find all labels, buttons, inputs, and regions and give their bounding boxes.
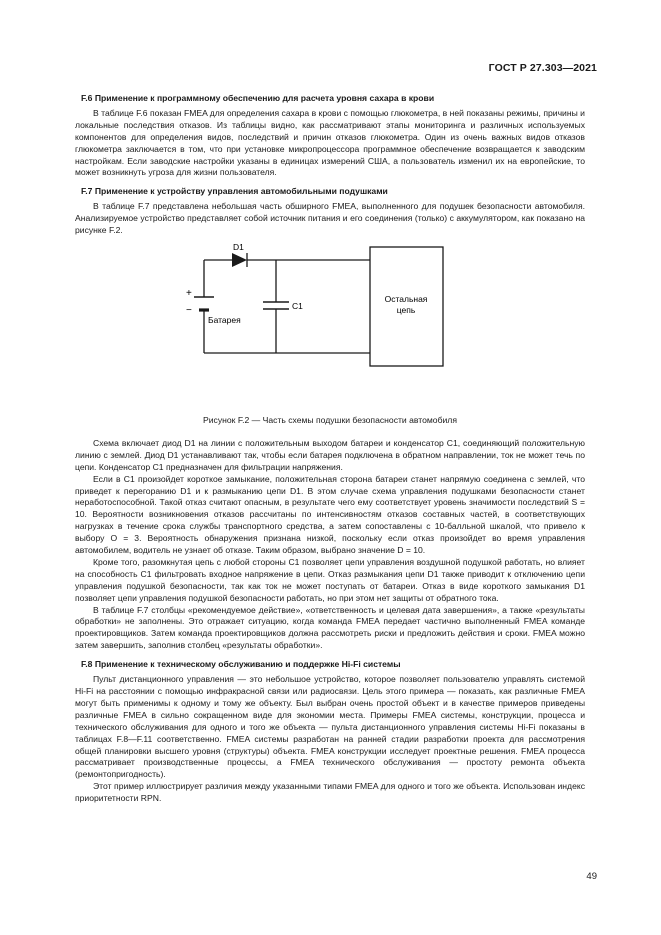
paragraph-f7-4: Кроме того, разомкнутая цепь с любой стороны C1 позволяет цепи управления воздушной подушкой работать, но влияет на способность C1 фильтровать входное напряжение в цепи. Отказ размыкания цепи D1 также приводит к отключению цепи управления подушкой безопасности, так как ток не может поступать от батареи. Отказ в виде короткого замыкания D1 позволяет цепи управления подушкой безопасности работать, но при этом нет защиты от обратного тока. (75, 556, 585, 603)
label-plus: + (186, 287, 192, 299)
page-number: 49 (586, 871, 597, 882)
paragraph-f7-2: Схема включает диод D1 на линии с положительным выходом батареи и конденсатор C1, соединяющий положительную линию с землей. Диод D1 устанавливают так, чтобы если батарея подключена в обратном направлении, ток не может течь по цепи. Конденсатор C1 предназначен для фильтрации напряжения. (75, 437, 585, 472)
label-rest-line1: Остальная (384, 293, 428, 304)
heading-f6: F.6 Применение к программному обеспечению для расчета уровня сахара в крови (81, 93, 435, 103)
paragraph-f8-2: Этот пример иллюстрирует различия между указанными типами FMEA для одного и того же объекта. Использован индекс приоритетности RPN. (75, 781, 585, 804)
paragraph-f8-1: Пульт дистанционного управления — это небольшое устройство, которое позволяет пользователю управлять системой Hi-Fi на расстоянии с помощью инфракрасной связи или радиосвязи. Цель этого примера — показать, как различные FMEA могут быть применимы к одному и тому же объекту. Был выбран очень простой объект и в качестве примеров приведены различные FMEA в сильно сокращенном виде для экономии места. Примеры FMEA системы, конструкции, процесса и технического обслуживания для одного и того же объекта — пульта дистанционного управления системы Hi-Fi показаны в таблицах F.8—F.11 соответственно. FMEA системы разработан на ранней стадии разработки проекта для рассмотрения общей планировки высшего уровня (структуры) объекта. FMEA конструкции исследует проектные решения. FMEA процесса рассматривает производственные процессы, а FMEA технического обслуживания — простоту ремонта объекта (ремонтопригодность). (75, 674, 585, 780)
circuit-figure (75, 243, 585, 415)
paragraph-f7-5: В таблице F.7 столбцы «рекомендуемое действие», «ответственность и целевая дата завершения», а также «результаты обработки» не заполнены. Это отражает ситуацию, когда команда FMEA передает частично выполненный FMEA команде проектировщиков. Затем команда проектировщиков должна рассмотреть риски и предложить действия и сроки. FMEA можно затем завершить, заполнив столбец «результаты обработки». (75, 604, 585, 651)
label-battery: Батарея (208, 314, 241, 325)
page-content (75, 93, 585, 805)
paragraph-f6-1: В таблице F.6 показан FMEA для определения сахара в крови с помощью глюкометра, в ней показаны режимы, причины и локальные последствия отказов. Из таблицы видно, как рассматривают этапы мониторинга и различных используемых компонентов для определения видов, последствий и причин отказов глюкометра. Один из очень важных видов отказов глюкометра заключается в том, что при установке микропроцессора программное обеспечение возвращается к заводским настройкам. Если заводские настройки указаны в единицах измерений США, а пользователь изменил их на европейские, то может возникнуть угроза для жизни пользователя. (75, 107, 585, 178)
paragraph-f7-3: Если в C1 произойдет короткое замыкание, положительная сторона батареи станет напрямую соединена с землей, что приведет к перегоранию D1 и к размыканию цепи D1. В этом случае схема управления подушками безопасности станет неработоспособной. Такой отказ считают опасным, в результате чего ему соответствует уровень значимости последствий S = 10. Вероятности возникновения отказов рассчитаны по интенсивностям отказов составных частей, в соответствующих нагрузках в течение срока службы транспортного средства, а затем сопоставлены с 10-балльной шкалой, что привело к выбору O = 3. Вероятность обнаружения признана низкой, поскольку если отказ произойдет во время управления автомобилем, водитель не узнает об отказе. Таким образом, выбрано значение D = 10. (75, 473, 585, 556)
label-minus: − (186, 304, 192, 316)
label-c1: C1 (292, 300, 303, 311)
heading-f8: F.8 Применение к техническому обслуживанию и поддержке Hi-Fi системы (81, 659, 401, 670)
label-d1: D1 (233, 242, 244, 252)
heading-f7: F.7 Применение к устройству управления автомобильными подушками (81, 186, 388, 197)
paragraph-f7-1: В таблице F.7 представлена небольшая часть обширного FMEA, выполненного для подушек безопасности автомобиля. Анализируемое устройство представляет собой источник питания и его соединения (только) с аккумулятором, как показано на рисунке F.2. (75, 201, 585, 236)
document-header: ГОСТ Р 27.303—2021 (488, 62, 597, 74)
circuit-diagram (75, 243, 585, 415)
figure-caption: Рисунок F.2 — Часть схемы подушки безопасности автомобиля (203, 414, 457, 425)
diode-d1-icon (232, 253, 247, 267)
label-rest-line2: цепь (396, 304, 416, 315)
